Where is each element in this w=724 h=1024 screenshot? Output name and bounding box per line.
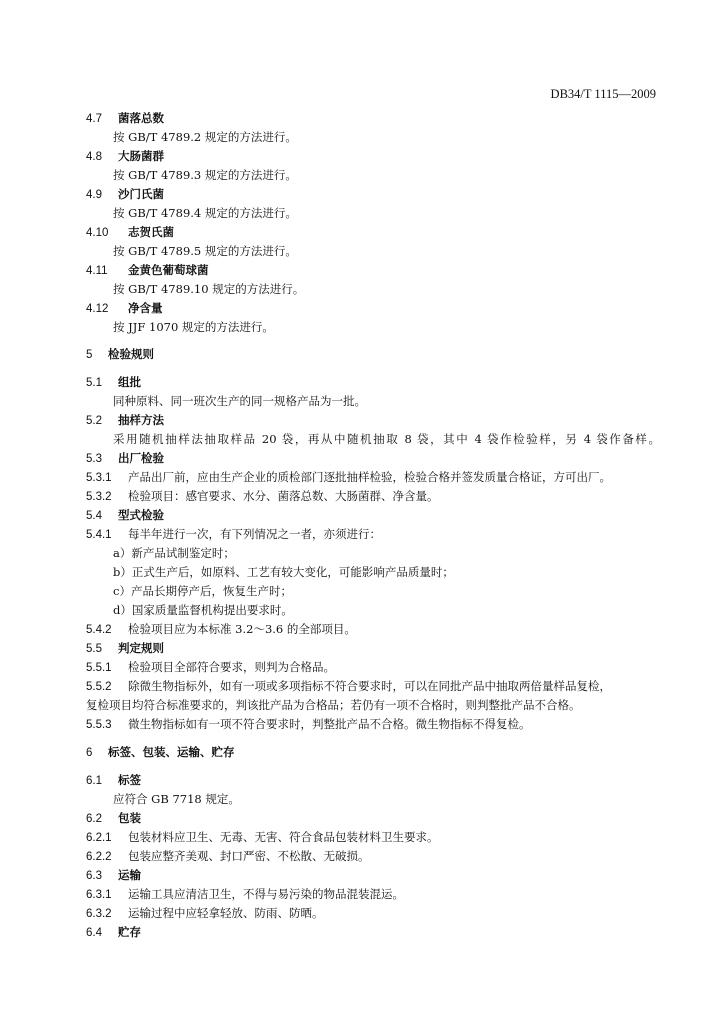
clause-text: 5.5.1 检验项目全部符合要求，则判为合格品。 xyxy=(86,660,335,674)
clause-heading: 4.10 志贺氏菌 xyxy=(86,225,174,239)
clause-text: 按 GB/T 4789.2 规定的方法进行。 xyxy=(113,130,297,144)
clause-text: 采用随机抽样法抽取样品 20 袋，再从中随机抽取 8 袋，其中 4 袋作检验样，另 4 袋作备样。 xyxy=(113,432,660,446)
clause-text: 6.2.1 包装材料应卫生、无毒、无害、符合食品包装材料卫生要求。 xyxy=(86,830,439,844)
clause-heading: 4.11 金黄色葡萄球菌 xyxy=(86,263,209,277)
clause-text-continued: 复检项目均符合标准要求的，判该批产品为合格品；若仍有一项不合格时，则判整批产品不合格。 xyxy=(86,698,581,712)
clause-text: 按 GB/T 4789.4 规定的方法进行。 xyxy=(113,206,297,220)
clause-heading: 6.4 贮存 xyxy=(86,925,141,939)
list-item: b）正式生产后，如原料、工艺有较大变化，可能影响产品质量时； xyxy=(113,565,454,579)
clause-heading: 6.2 包装 xyxy=(86,811,141,825)
clause-text: 5.3.1 产品出厂前，应由生产企业的质检部门逐批抽样检验，检验合格并签发质量合格证，方可出厂。 xyxy=(86,470,611,484)
clause-text: 按 GB/T 4789.5 规定的方法进行。 xyxy=(113,244,297,258)
clause-text: 按 GB/T 4789.3 规定的方法进行。 xyxy=(113,168,297,182)
clause-heading: 4.12 净含量 xyxy=(86,301,163,315)
clause-text: 6.2.2 包装应整齐美观、封口严密、不松散、无破损。 xyxy=(86,849,370,863)
clause-heading: 4.7 菌落总数 xyxy=(86,111,164,125)
clause-text: 5.5.2 除微生物指标外，如有一项或多项指标不符合要求时，可以在同批产品中抽取两倍量样品复检， xyxy=(86,679,611,693)
clause-heading: 4.8 大肠菌群 xyxy=(86,149,164,163)
clause-text: 5.3.2 检验项目：感官要求、水分、菌落总数、大肠菌群、净含量。 xyxy=(86,489,439,503)
section-heading: 5 检验规则 xyxy=(86,347,154,361)
clause-heading: 5.2 抽样方法 xyxy=(86,413,164,427)
clause-text: 6.3.2 运输过程中应轻拿轻放、防雨、防晒。 xyxy=(86,906,324,920)
clause-heading: 4.9 沙门氏菌 xyxy=(86,187,164,201)
clause-heading: 6.3 运输 xyxy=(86,868,141,882)
list-item: d）国家质量监督机构提出要求时。 xyxy=(113,603,293,617)
clause-text: 5.5.3 微生物指标如有一项不符合要求时，判整批产品不合格。微生物指标不得复检。 xyxy=(86,717,531,731)
clause-text: 按 JJF 1070 规定的方法进行。 xyxy=(113,320,274,334)
list-item: c）产品长期停产后，恢复生产时； xyxy=(113,584,292,598)
list-item: a）新产品试制鉴定时； xyxy=(113,546,235,560)
clause-heading: 5.3 出厂检验 xyxy=(86,451,164,465)
clause-text: 应符合 GB 7718 规定。 xyxy=(113,792,240,806)
clause-text: 5.4.2 检验项目应为本标准 3.2～3.6 的全部项目。 xyxy=(86,622,356,636)
clause-text: 同种原料、同一班次生产的同一规格产品为一批。 xyxy=(113,394,366,408)
clause-heading: 5.1 组批 xyxy=(86,375,141,389)
clause-text: 按 GB/T 4789.10 规定的方法进行。 xyxy=(113,282,305,296)
document-code: DB34/T 1115—2009 xyxy=(550,87,656,101)
section-heading: 6 标签、包装、运输、贮存 xyxy=(86,745,235,759)
clause-text: 6.3.1 运输工具应清洁卫生，不得与易污染的物品混装混运。 xyxy=(86,887,404,901)
clause-heading: 5.5 判定规则 xyxy=(86,641,164,655)
clause-heading: 5.4 型式检验 xyxy=(86,508,164,522)
clause-heading: 6.1 标签 xyxy=(86,773,141,787)
clause-text: 5.4.1 每半年进行一次，有下列情况之一者，亦须进行： xyxy=(86,527,381,541)
